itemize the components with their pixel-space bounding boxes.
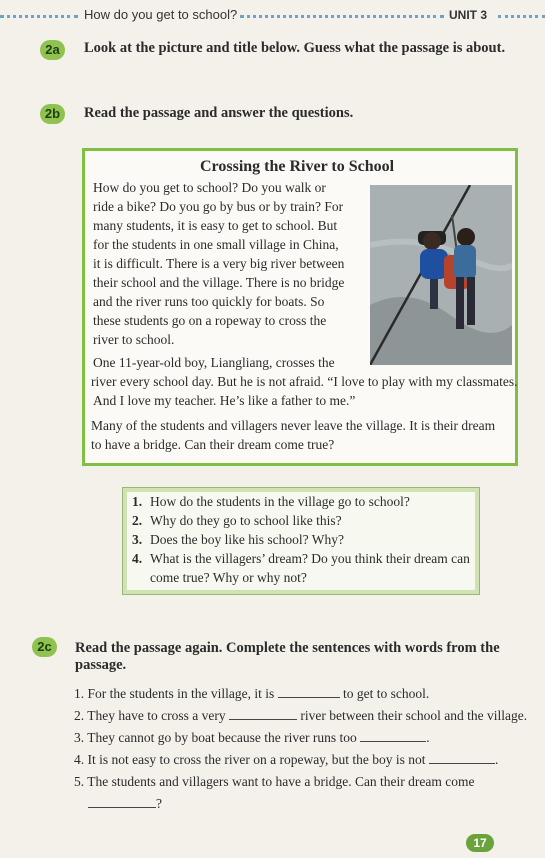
sentence-after: . [494, 752, 499, 767]
sentence-item [74, 683, 534, 705]
passage-line: How do you get to school? Do you walk or [93, 180, 326, 195]
sentence-before: They cannot go by boat because the river runs too [87, 730, 357, 745]
sentence-item [74, 771, 534, 793]
question-item [132, 511, 472, 530]
passage-line: these students go on a ropeway to cross the [93, 313, 327, 328]
sentence-item [74, 727, 534, 749]
sentences-list [74, 683, 534, 815]
question-item [132, 568, 472, 587]
sentence-end-mark: ? [156, 796, 162, 811]
sentence-number: 1. [74, 686, 85, 701]
passage-paragraph-1 [93, 178, 369, 349]
passage-line: to have a bridge. Can their dream come true? [91, 437, 335, 452]
question-item [132, 492, 472, 511]
passage-line: river to school. [93, 332, 175, 347]
instruction-2c-line2: passage. [75, 657, 127, 673]
header-dots-left [0, 15, 78, 18]
passage-paragraph-2 [93, 353, 523, 410]
passage-line: their school and the village. There is no bridge [93, 275, 345, 290]
ropeway-illustration [370, 185, 512, 365]
sentence-continuation [74, 793, 534, 815]
passage-paragraph-3 [91, 416, 516, 454]
passage-line: river every school day. But he is not afraid. “I love to play with my classmates. [91, 374, 518, 389]
sentence-number: 3. [74, 730, 85, 745]
badge-2c: 2c [32, 637, 57, 657]
sentence-after: to get to school. [342, 686, 430, 701]
instruction-2a: Look at the picture and title below. Guess what the passage is about. [84, 40, 506, 56]
passage-line: Many of the students and villagers never leave the village. It is their dream [91, 418, 496, 433]
passage-line: it is difficult. There is a very big river between [93, 256, 345, 271]
ropeway-photo [370, 185, 512, 365]
question-item [132, 549, 472, 568]
page-number: 17 [466, 834, 494, 852]
question-text: Why do they go to school like this? [150, 513, 342, 528]
header-unit: UNIT 3 [449, 8, 488, 22]
header-title: How do you get to school? [84, 7, 238, 22]
question-number: 2. [132, 513, 143, 528]
passage-line: One 11-year-old boy, Liangliang, crosses the [93, 355, 335, 370]
instruction-2c-line1: Read the passage again. Complete the sentences with words from the [75, 640, 500, 656]
sentence-number: 5. [74, 774, 85, 789]
passage-line: and the river runs too quickly for boats. So [93, 294, 325, 309]
sentence-number: 2. [74, 708, 85, 723]
sentence-item [74, 749, 534, 771]
sentence-after: . [426, 730, 430, 745]
question-item [132, 530, 472, 549]
answer-blank-1[interactable] [278, 685, 340, 698]
passage-line: ride a bike? Do you go by bus or by train? For [93, 199, 344, 214]
question-text: How do the students in the village go to school? [150, 494, 410, 509]
badge-2a: 2a [40, 40, 65, 60]
question-text: Does the boy like his school? Why? [150, 532, 344, 547]
sentence-before: It is not easy to cross the river on a ropeway, but the boy is not [87, 752, 426, 767]
answer-blank-4[interactable] [429, 751, 495, 764]
sentence-after: river between their school and the village. [300, 708, 528, 723]
header-dots-middle [240, 15, 444, 18]
passage-line: many students, it is easy to get to school. But [93, 218, 338, 233]
question-text: What is the villagers’ dream? Do you think their dream can [150, 551, 470, 566]
passage-line: And I love my teacher. He’s like a father to me.” [93, 393, 356, 408]
sentence-before: The students and villagers want to have a bridge. Can their dream come [87, 774, 475, 789]
answer-blank-5[interactable] [88, 795, 156, 808]
question-number [132, 568, 146, 587]
answer-blank-3[interactable] [360, 729, 426, 742]
passage-title: Crossing the River to School [200, 158, 395, 175]
question-text: come true? Why or why not? [150, 570, 307, 585]
sentence-number: 4. [74, 752, 85, 767]
question-number: 3. [132, 532, 143, 547]
instruction-2b: Read the passage and answer the questions. [84, 105, 354, 121]
sentence-before: They have to cross a very [87, 708, 226, 723]
question-number: 4. [132, 551, 143, 566]
sentence-item [74, 705, 534, 727]
badge-2b: 2b [40, 104, 65, 124]
page-header [0, 6, 545, 26]
sentence-before: For the students in the village, it is [87, 686, 275, 701]
questions-list [132, 492, 472, 587]
question-number: 1. [132, 494, 143, 509]
answer-blank-2[interactable] [229, 707, 297, 720]
header-dots-right [498, 15, 545, 18]
passage-line: for the students in one small village in China, [93, 237, 339, 252]
